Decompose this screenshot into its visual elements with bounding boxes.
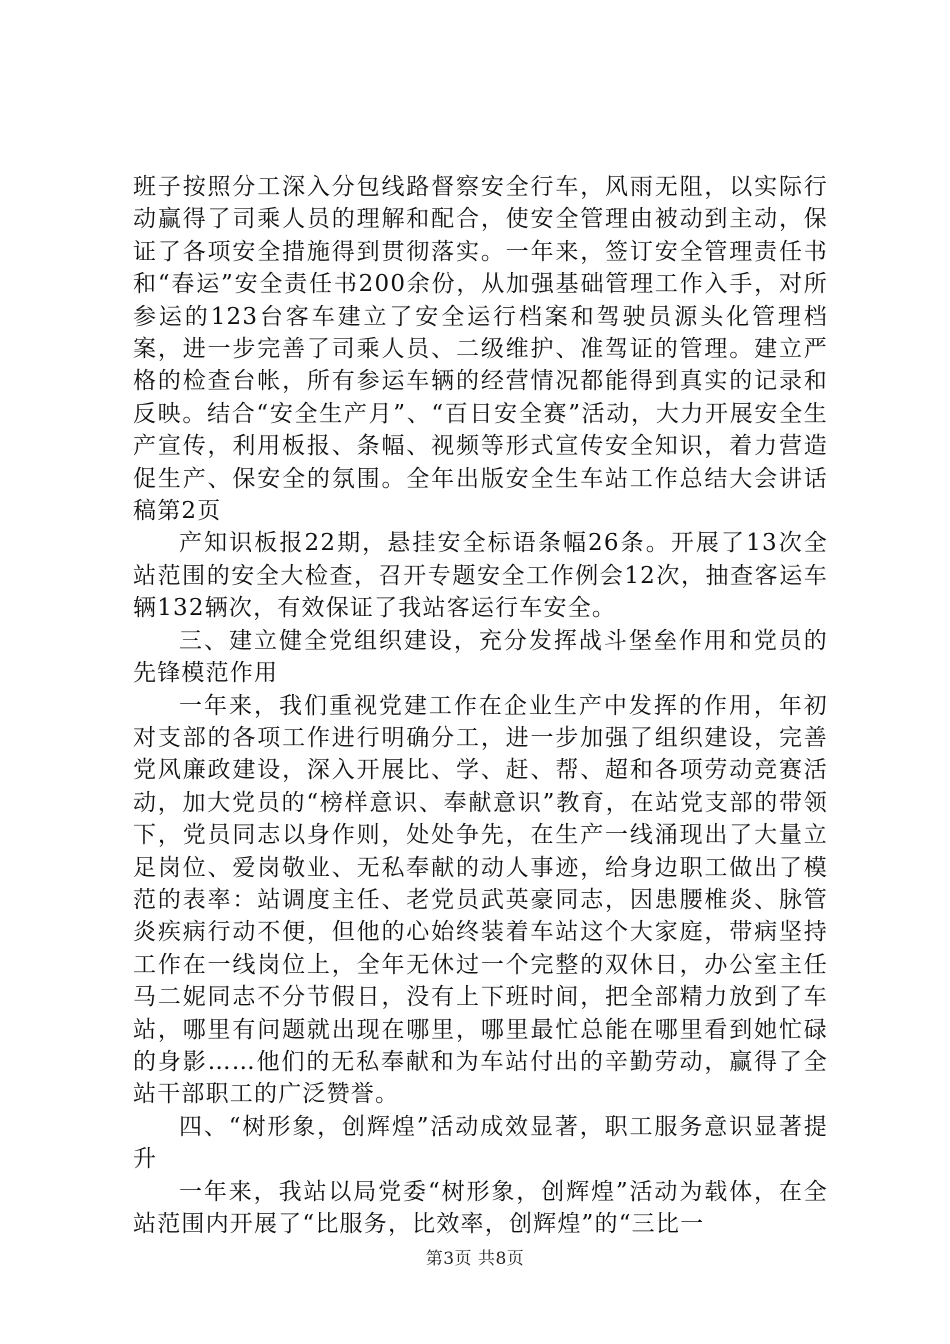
paragraph-1: 班子按照分工深入分包线路督察安全行车，风雨无阻，以实际行动赢得了司乘人员的理解和配合，使安全管理由被动到主动，保证了各项安全措施得到贯彻落实。一年来，签订安全管理责任书和“春运”安全责任书200余份，从加强基础管理工作入手，对所参运的123台客车建立了安全运行档案和驾驶员源头化管理档案，进一步完善了司乘人员、二级维护、准驾证的管理。建立严格的检查台帐，所有参运车辆的经营情况都能得到真实的记录和反映。结合“安全生产月”、“百日安全赛”活动，大力开展安全生产宣传，利用板报、条幅、视频等形式宣传安全知识，着力营造促生产、保安全的氛围。全年出版安全生车站工作总结大会讲话稿第2页 (133, 174, 828, 525)
document-body (133, 171, 828, 1240)
section-heading-4: 四、“树形象，创辉煌”活动成效显著，职工服务意识显著提升 (133, 1113, 828, 1173)
page-number-footer: 第3页 共8页 (425, 1249, 525, 1269)
paragraph-6: 一年来，我站以局党委“树形象，创辉煌”活动为载体，在全站范围内开展了“比服务，比效率，创辉煌”的“三比一 (133, 1178, 828, 1237)
paragraph-2: 产知识板报22期，悬挂安全标语条幅26条。开展了13次全站范围的安全大检查，召开专题安全工作例会12次，抽查客运车辆132辆次，有效保证了我站客运行车安全。 (133, 530, 828, 622)
section-heading-3: 三、建立健全党组织建设，充分发挥战斗堡垒作用和党员的先锋模范作用 (133, 627, 828, 687)
paragraph-4: 一年来，我们重视党建工作在企业生产中发挥的作用，年初对支部的各项工作进行明确分工，进一步加强了组织建设，完善党风廉政建设，深入开展比、学、赶、帮、超和各项劳动竞赛活动，加大党员的“榜样意识、奉献意识”教育，在站党支部的带领下，党员同志以身作则，处处争先，在生产一线涌现出了大量立足岗位、爱岗敬业、无私奉献的动人事迹，给身边职工做出了模范的表率：站调度主任、老党员武英豪同志，因患腰椎炎、脉管炎疾病行动不便，但他的心始终装着车站这个大家庭，带病坚持工作在一线岗位上，全年无休过一个完整的双休日，办公室主任马二妮同志不分节假日，没有上下班时间，把全部精力放到了车站，哪里有问题就出现在哪里，哪里最忙总能在哪里看到她忙碌的身影……他们的无私奉献和为车站付出的辛勤劳动，赢得了全站干部职工的广泛赞誉。 (133, 692, 828, 1108)
